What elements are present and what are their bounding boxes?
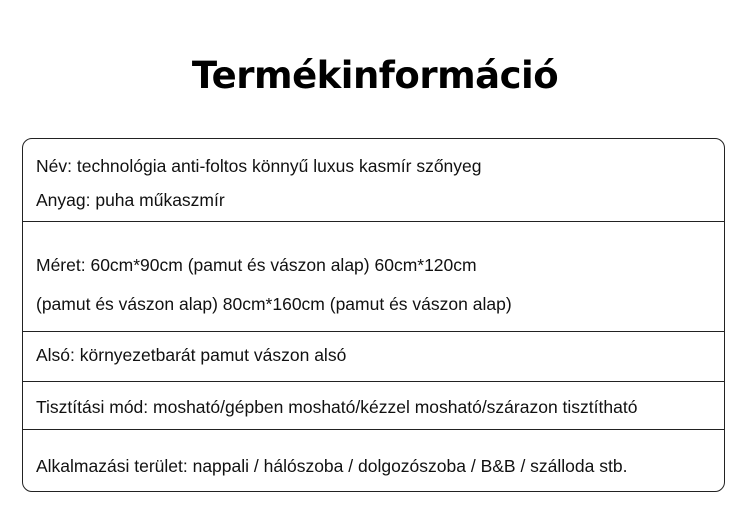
row-divider	[23, 331, 724, 332]
bottom-line: Alsó: környezetbarát pamut vászon alsó	[36, 345, 347, 365]
cleaning-line: Tisztítási mód: mosható/gépben mosható/kézzel mosható/szárazon tisztítható	[36, 397, 638, 417]
product-info-table	[22, 138, 725, 492]
material-line: Anyag: puha műkaszmír	[36, 190, 225, 210]
page-title: Termékinformáció	[191, 54, 559, 97]
size-line-2: (pamut és vászon alap) 80cm*160cm (pamut és vászon alap)	[36, 294, 512, 314]
row-divider	[23, 221, 724, 222]
size-line-1: Méret: 60cm*90cm (pamut és vászon alap) 60cm*120cm	[36, 255, 477, 275]
application-line: Alkalmazási terület: nappali / hálószoba / dolgozószoba / B&B / szálloda stb.	[36, 456, 628, 476]
row-divider	[23, 429, 724, 430]
name-line: Név: technológia anti-foltos könnyű luxus kasmír szőnyeg	[36, 156, 482, 176]
row-divider	[23, 381, 724, 382]
